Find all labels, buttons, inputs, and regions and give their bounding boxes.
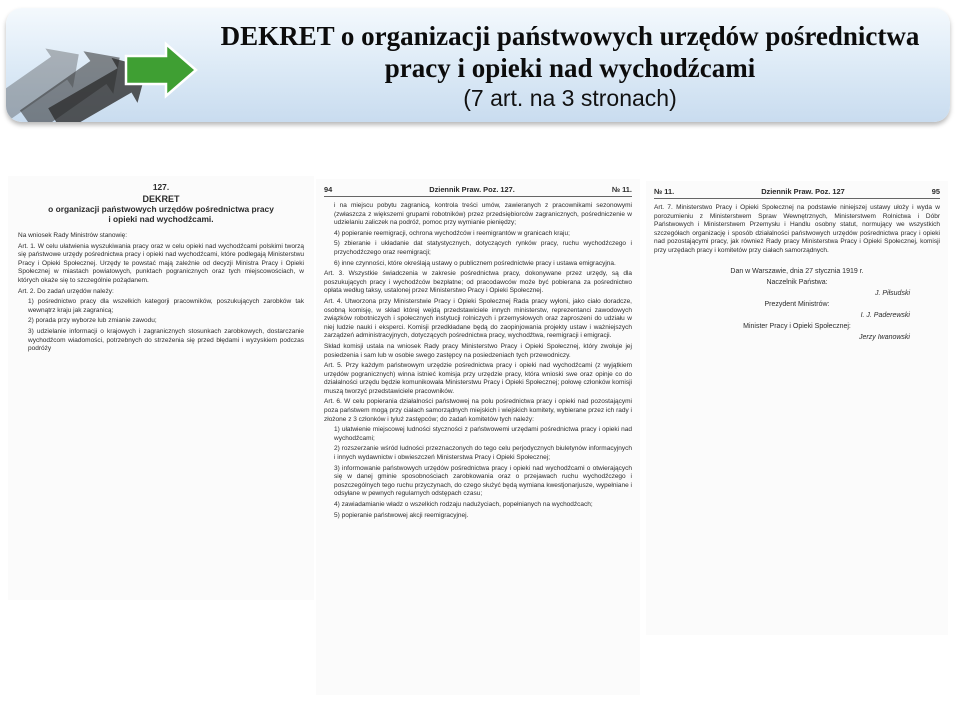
running-header — [654, 187, 940, 199]
chief-of-state-label: Naczelnik Państwa: — [766, 278, 828, 286]
intro-text: Na wniosek Rady Ministrów stanowię: — [18, 232, 128, 239]
journal-label: Dziennik Praw. Poz. 127 — [761, 187, 845, 196]
chief-of-state-signature: J. Piłsudski — [874, 289, 910, 297]
decree-subheading: o organizacji państwowych urzędów pośrednictwa pracy — [48, 204, 274, 214]
slide-subtitle: (7 art. na 3 stronach) — [463, 85, 677, 111]
minister-label: Minister Pracy i Opieki Społecznej: — [743, 322, 851, 330]
running-header — [324, 185, 632, 197]
list-item: 4) zawiadamianie władz o wszelkich rodzaju nadużyciach, popełnianych na wychodźcach; — [334, 501, 593, 508]
slide-header — [6, 8, 950, 122]
prime-minister-label: Prezydent Ministrów: — [764, 300, 830, 308]
article-4: Art. 4. Utworzona przy Ministerstwie Pracy i Opieki Społecznej Rada pracy wyłoni, jako ciało doradcze, osobną komisję, w skład której wejdą przedstawiciele innych ministerstw, reprezentanci zawodowych związków robotniczych i społecznych instytucji rolniczych i przemysłowych oraz zaproszeni do udziału w niej ludzie nauki i eksperci. Komisji przedkładane będą do zaopinjowania projekty ustaw i ważniejszych zarządzeń administracyjnych, dotyczących pośrednictwa pracy, wychodźtwa, reemigracji i emigracji. — [324, 297, 632, 340]
list-item: 3) udzielanie informacji o krajowych i zagranicznych stosunkach zarobkowych, dostarczanie wychodźcom wiadomości, potrzebnych do strzeżenia się przed błędami i wyzyskiem podczas podróży — [28, 327, 304, 353]
list-item: 4) popieranie reemigracji, ochrona wychodźców i reemigrantów w granicach kraju; — [334, 229, 570, 237]
document-page-1 — [8, 176, 314, 600]
decree-heading: DEKRET — [142, 194, 180, 204]
article-1: Art. 1. W celu ułatwienia wyszukiwania pracy oraz w celu opieki nad wychodźcami polskimi tworzą się państwowe urzędy pośrednictwa pracy i opieki nad wychodźcami, które podlegają Ministerstwu Pracy i Opieki Społecznej. Urzędy te powstać mają zależnie od decyzji Ministra Pracy i Opieki Społecznej w miastach powiatowych, punktach pogranicznych oraz tych miejscowościach, w których okaże się to szczególnie pożądanem. — [18, 242, 304, 284]
document-page-3 — [646, 181, 948, 635]
page-number: 94 — [324, 185, 333, 194]
list-item: 2) rozszerzanie wśród ludności przeznaczonych do tego celu perjodycznych biuletynów informacyjnych i innych wydawnictw i obwieszczeń Ministerstwa Pracy i Opieki Społecznej; — [334, 445, 632, 462]
journal-label: Dziennik Praw. Poz. 127. — [429, 185, 515, 194]
document-page-2 — [316, 179, 640, 695]
list-item: 5) zbieranie i układanie dat statystycznych, dotyczących rynków pracy, ruchu wychodźczego i przychodźczego oraz reemigracji; — [334, 240, 632, 256]
issue-number: № 11. — [611, 185, 632, 194]
list-item: i na miejscu pobytu zagranicą, kontrola treści umów, zawieranych z pracownikami sezonowymi (zwłaszcza z większemi grupami robotników) przez przedsiębiorców zagranicznych, pośredniczenie w udzielaniu zaliczek na podróż, pomoc przy wymianie pieniędzy; — [334, 202, 632, 227]
list-item: 6) inne czynności, które określają ustawy o publicznem pośrednictwie pracy i ustawa emigracyjna. — [334, 259, 616, 267]
article-5: Art. 5. Przy każdym państwowym urzędzie pośrednictwa pracy i opieki nad wychodźcami (z wyjątkiem urzędów pogranicznych) winna istnieć komisja przy urzędzie pracy, która wnioski swe oraz opinje co do działalności urzędu będzie komunikowała Ministerstwu Pracy i Opieki Społecznej; połowę członków komisji muszą tworzyć przedstawiciele pracowników. — [324, 362, 632, 395]
list-item: 1) pośrednictwo pracy dla wszelkich kategorji pracowników, poszukujących zarobków tak wewnątrz kraju jak zagranicą; — [28, 298, 304, 314]
list-item: 3) informowanie państwowych urzędów pośrednictwa pracy i opieki nad wychodźcami o otwierających się w danej gminie sposobnościach zarobkowania oraz o przejawach ruchu wychodźczego i poszczególnych tego ruchu przyczynach, do czego służyć będą wymiana kwestjonarjusze, wypełniane i odsyłane w pewnych regularnych odstępach czasu; — [334, 464, 632, 498]
slide-title: DEKRET o organizacji państwowych urzędów pośrednictwa pracy i opieki nad wychodźcami — [220, 21, 920, 83]
article-2: Art. 2. Do zadań urzędów należy: — [18, 287, 114, 295]
prime-minister-signature: I. J. Paderewski — [860, 311, 910, 319]
article-7: Art. 7. Ministerstwo Pracy i Opieki Społecznej na podstawie niniejszej ustawy ułoży i wyda w porozumieniu z Ministerstwem Spraw Wewnętrznych, Ministerstwem Rolnictwa i Dóbr Państwowych i Ministerstwem Przemysłu i Handlu osobny statut, normujący we wszystkich szczegółach organizację i sposób działalności państwowych urzędów pośrednictwa pracy i opieki nad pozostającymi pracy, jak również Rady pracy Ministerstwa Pracy i Opieki Społecznej, komisji przy urzędach pracy i komitetów przy ciałach samorządnych. — [654, 204, 940, 254]
article-4-cont: Skład komisji ustala na wniosek Rady pracy Ministerstwo Pracy i Opieki Społecznej, który zwołuje jej posiedzenia i sam lub w osobie swego zastępcy na posiedzeniach tych przewodniczy. — [324, 342, 632, 359]
position-number: 127. — [152, 182, 170, 192]
signing-date: Dan w Warszawie, dnia 27 stycznia 1919 r. — [730, 267, 864, 275]
list-item: 2) porada przy wyborze lub zmianie zawodu; — [28, 317, 157, 325]
decree-subheading-2: i opieki nad wychodźcami. — [108, 214, 214, 224]
arrows-logo-icon — [6, 8, 216, 122]
article-6: Art. 6. W celu popierania działalności państwowej na polu pośrednictwa pracy i opieki nad pozostającymi poza państwem mogą przy ciałach samorządnych miejskich i wiejskich komitety, wybierane przez ich rady i złożone z 3 członków i tyluż zastępców; do zadań komitetów tych należy: — [324, 398, 632, 423]
page-number: 95 — [931, 187, 940, 196]
issue-number: № 11. — [654, 187, 675, 196]
list-item: 5) popieranie państwowej akcji reemigracyjnej. — [334, 511, 469, 519]
list-item: 1) ułatwienie miejscowej ludności styczności z państwowemi urzędami pośrednictwa pracy i opieki nad wychodźcami; — [334, 426, 632, 442]
article-3: Art. 3. Wszystkie świadczenia w zakresie pośrednictwa pracy, dokonywane przez urzędy, są dla poszukujących pracy i wychodźców bezpłatne; od pracodawców może być pobierana za pośrednictwo opłata według taksy, ustalonej przez Ministerstwo Pracy i Opieki Społecznej. — [324, 270, 632, 295]
minister-signature: Jerzy Iwanowski — [859, 333, 910, 341]
